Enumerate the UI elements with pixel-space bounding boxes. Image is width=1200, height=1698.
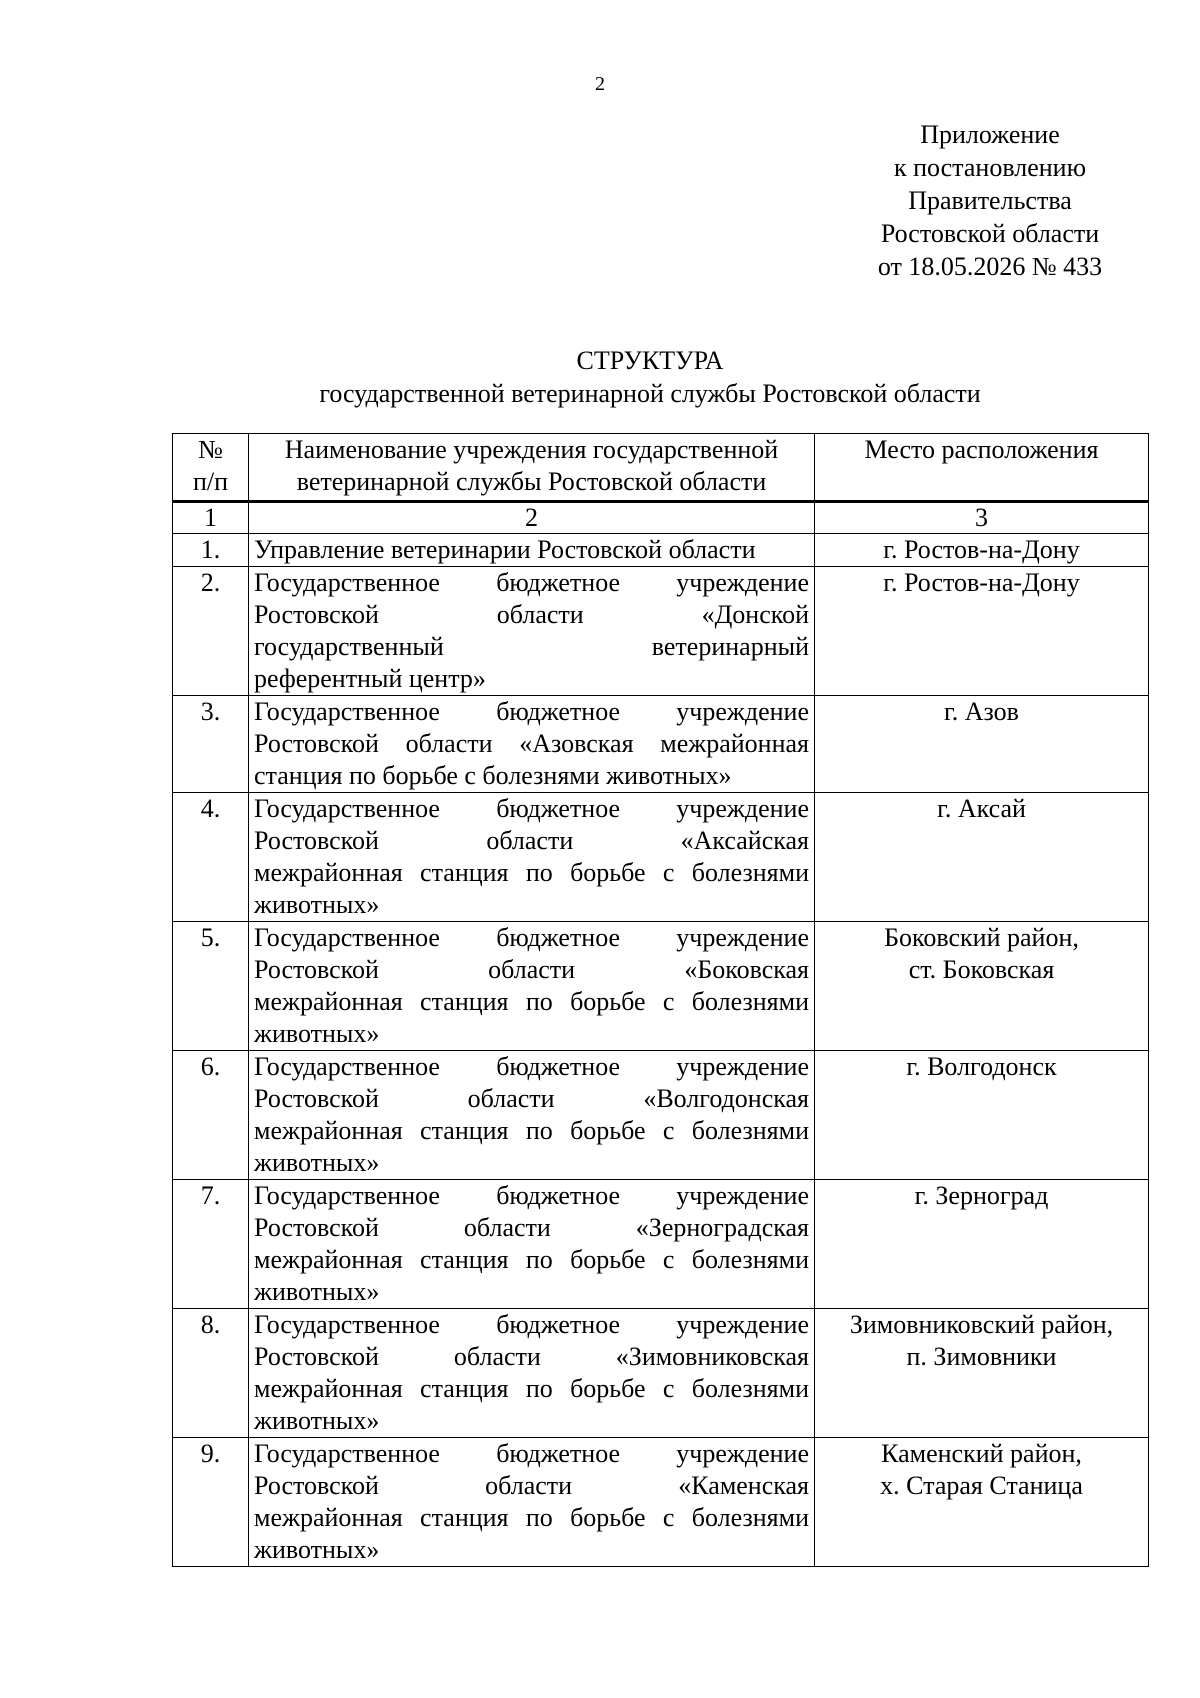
institution-name [249,696,815,793]
location [815,1051,1149,1180]
institution-name-line: Ростовской области «Каменская [254,1471,809,1500]
institution-name-line: межрайонная станция по борьбе с болезнями [254,1374,809,1403]
institution-name [249,567,815,696]
table-row [173,696,1149,793]
institution-name-line: Государственное бюджетное учреждение [254,697,809,726]
row-number: 1. [173,534,249,567]
institution-name-line: животных» [254,1535,380,1564]
header-name-line: Наименование учреждения государственной [284,435,779,464]
institution-name-line: Управление ветеринарии Ростовской области [254,535,756,564]
institution-name-line: Государственное бюджетное учреждение [254,568,809,597]
institution-name-line: межрайонная станция по борьбе с болезнями [254,1245,809,1274]
row-number: 9. [173,1438,249,1567]
row-number: 4. [173,793,249,922]
institution-name [249,1051,815,1180]
header-place-line: Место расположения [864,435,1099,464]
institution-name-line: Ростовской области «Зимовниковская [254,1342,809,1371]
row-number: 6. [173,1051,249,1180]
location [815,1438,1149,1567]
location-line: г. Ростов-на-Дону [883,568,1080,597]
institution-name-line: Государственное бюджетное учреждение [254,1439,809,1468]
institution-name [249,1180,815,1309]
approval-block [840,118,1140,283]
header-number [173,434,249,502]
location-line: Зимовниковский район, [849,1310,1114,1339]
document-title [160,344,1140,410]
institution-name-line: межрайонная станция по борьбе с болезнями [254,858,809,887]
institution-name-line: Государственное бюджетное учреждение [254,1181,809,1210]
institution-name [249,1438,815,1567]
location [815,1180,1149,1309]
table-row [173,1309,1149,1438]
location-line: Каменский район, [881,1439,1082,1468]
institution-name-line: межрайонная станция по борьбе с болезнями [254,987,809,1016]
approval-line: Правительства [908,186,1072,215]
row-number: 7. [173,1180,249,1309]
row-number: 2. [173,567,249,696]
table-row [173,1051,1149,1180]
table-index-row [173,502,1149,534]
page-number: 2 [595,73,605,95]
structure-table [172,433,1149,1567]
column-index: 1 [173,502,249,534]
institution-name-line: Государственное бюджетное учреждение [254,923,809,952]
institution-name [249,534,815,567]
institution-name [249,922,815,1051]
table-header-row [173,434,1149,502]
table-row [173,922,1149,1051]
table-body [173,534,1149,1567]
table-row [173,567,1149,696]
institution-name-line: животных» [254,1406,380,1435]
institution-name-line: животных» [254,890,380,919]
institution-name-line: Государственное бюджетное учреждение [254,1310,809,1339]
location [815,922,1149,1051]
institution-name-line: Ростовской области «Аксайская [254,826,809,855]
location-line: г. Азов [944,697,1019,726]
institution-name-line: Ростовской области «Донской [254,600,809,629]
location-line: г. Аксай [937,794,1026,823]
column-index: 3 [815,502,1149,534]
row-number: 8. [173,1309,249,1438]
location [815,1309,1149,1438]
institution-name-line: межрайонная станция по борьбе с болезнями [254,1116,809,1145]
institution-name-line: Ростовской области «Волгодонская [254,1084,809,1113]
approval-line: Приложение [920,120,1060,149]
approval-date-number: от 18.05.2026 № 433 [877,252,1103,281]
location-line: п. Зимовники [906,1342,1057,1371]
institution-name [249,793,815,922]
institution-name-line: Ростовской области «Азовская межрайонная [254,729,809,758]
institution-name [249,1309,815,1438]
table-row [173,793,1149,922]
title-subtitle: государственной ветеринарной службы Ростовской области [319,379,981,408]
institution-name-line: государственный ветеринарный [254,632,809,661]
location-line: г. Ростов-на-Дону [883,535,1080,564]
location [815,534,1149,567]
title-main: СТРУКТУРА [576,346,724,375]
institution-name-line: Государственное бюджетное учреждение [254,1052,809,1081]
institution-name-line: животных» [254,1277,380,1306]
location [815,696,1149,793]
institution-name-line: Государственное бюджетное учреждение [254,794,809,823]
header-number-line: п/п [192,467,229,496]
header-name [249,434,815,502]
location-line: ст. Боковская [908,955,1055,984]
header-place [815,434,1149,502]
approval-line: к постановлению [893,153,1087,182]
location [815,793,1149,922]
institution-name-line: животных» [254,1148,380,1177]
institution-name-line: животных» [254,1019,380,1048]
table-row [173,1180,1149,1309]
table-row [173,534,1149,567]
approval-line: Ростовской области [880,219,1100,248]
column-index: 2 [249,502,815,534]
header-name-line: ветеринарной службы Ростовской области [296,467,767,496]
location-line: г. Зерноград [914,1181,1049,1210]
row-number: 3. [173,696,249,793]
location-line: г. Волгодонск [906,1052,1057,1081]
location-line: х. Старая Станица [880,1471,1083,1500]
table-row [173,1438,1149,1567]
institution-name-line: межрайонная станция по борьбе с болезнями [254,1503,809,1532]
institution-name-line: референтный центр» [254,664,486,693]
header-number-line: № [198,435,223,464]
institution-name-line: станция по борьбе с болезнями животных» [254,761,732,790]
institution-name-line: Ростовской области «Зерноградская [254,1213,809,1242]
location [815,567,1149,696]
location-line: Боковский район, [884,923,1079,952]
row-number: 5. [173,922,249,1051]
institution-name-line: Ростовской области «Боковская [254,955,809,984]
